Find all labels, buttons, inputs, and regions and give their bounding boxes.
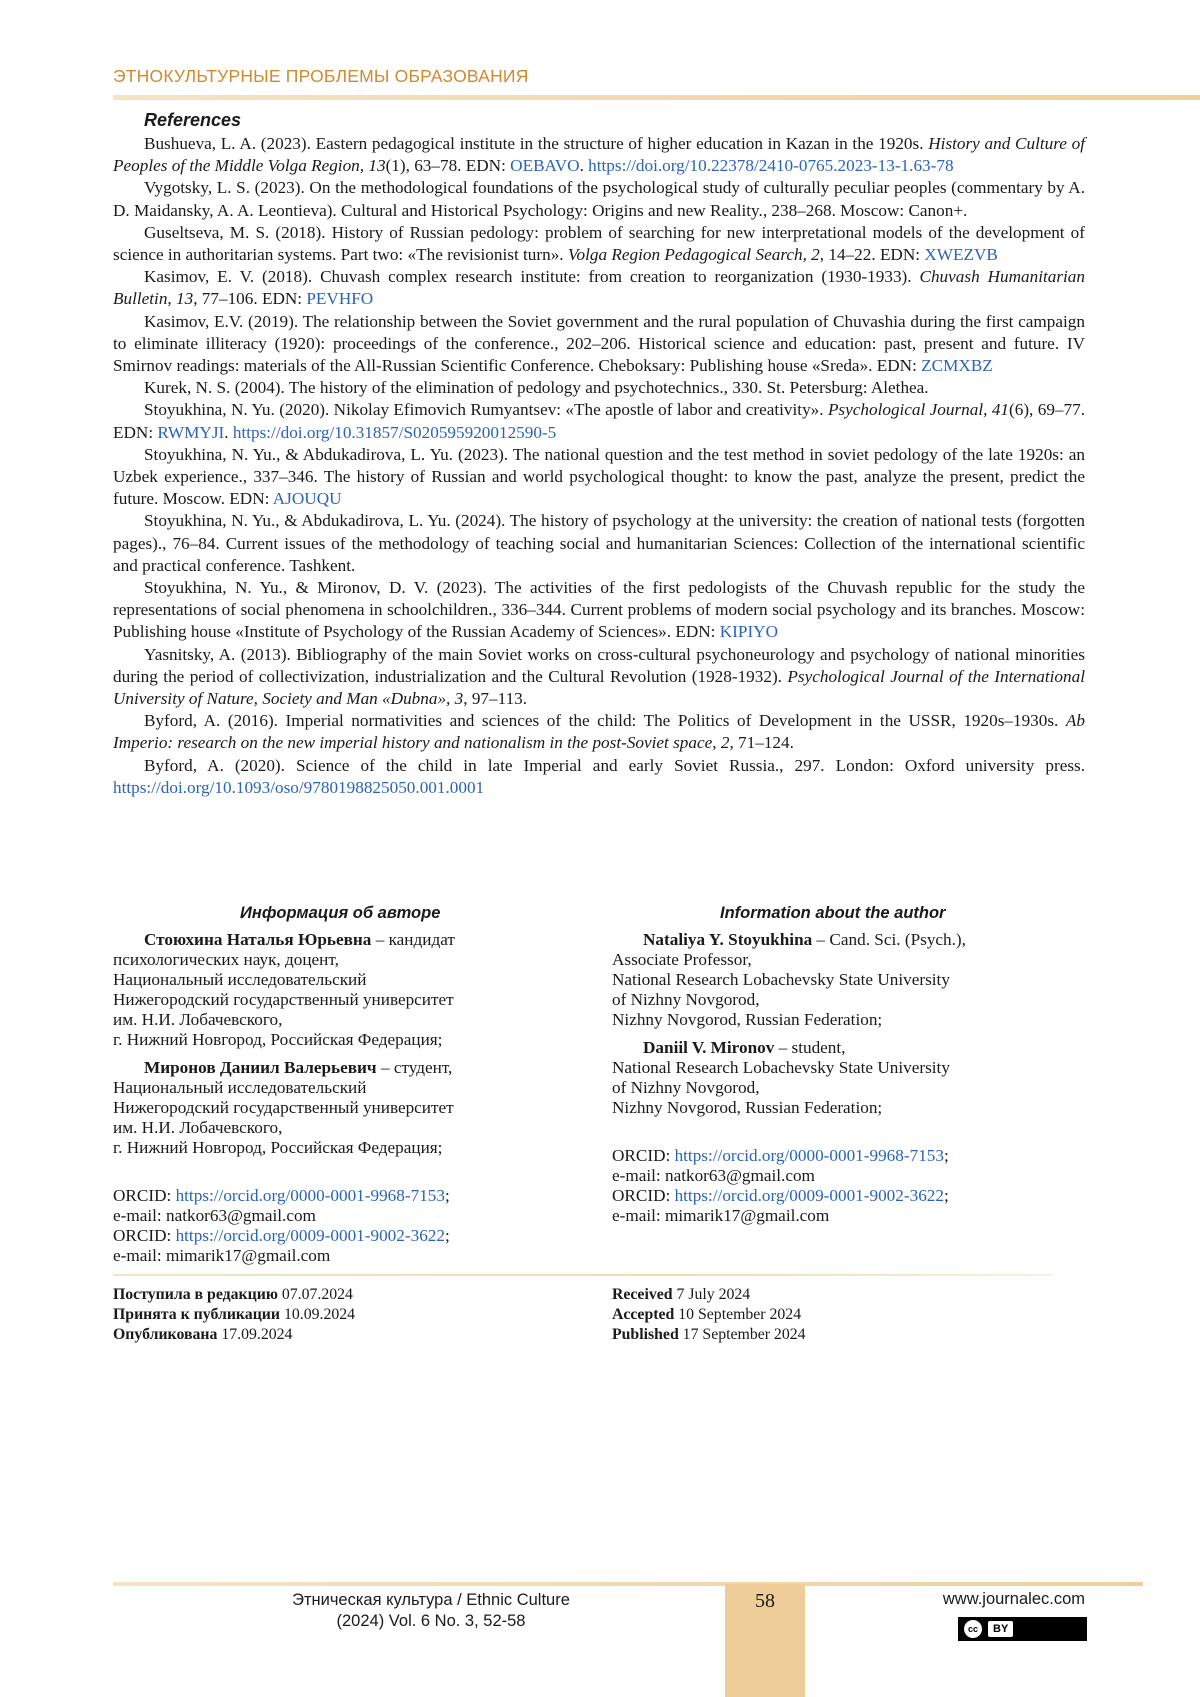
email-text[interactable]: e-mail: mimarik17@gmail.com (612, 1206, 830, 1225)
author-name: Daniil V. Mironov (643, 1038, 775, 1057)
header-rule (113, 95, 1200, 100)
edn-link[interactable]: RWMYJI (157, 422, 225, 442)
reference-text: Kasimov, E. V. (2018). Chuvash complex research institute: from creation to reorganization (1930-1933). (144, 267, 920, 287)
author-affiliation-line: Национальный исследовательский (113, 1078, 367, 1097)
reference-item (113, 177, 1085, 221)
reference-item (113, 444, 1085, 511)
orcid-link[interactable]: https://orcid.org/0009-0001-9002-3622 (674, 1186, 944, 1205)
edn-link[interactable]: ZCMXBZ (921, 356, 993, 376)
author-affiliation-line: of Nizhny Novgorod, (612, 990, 760, 1009)
edn-link[interactable]: OEBAVO (510, 156, 580, 176)
reference-pages: , 97–113. (463, 689, 528, 709)
doi-link[interactable]: https://doi.org/10.31857/S020595920012590-5 (232, 422, 557, 442)
reference-item (113, 377, 1085, 399)
email-text[interactable]: e-mail: mimarik17@gmail.com (113, 1246, 331, 1265)
author-info-ru (113, 930, 593, 1266)
journal-volume: (2024) Vol. 6 No. 3, 52-58 (336, 1612, 526, 1630)
doi-link[interactable]: https://doi.org/10.22378/2410-0765.2023-13-1.63-78 (588, 156, 954, 176)
reference-source: History and Culture of Peoples of the Middle Volga Region, 13 (113, 134, 1086, 176)
reference-pages: , 71–124. (729, 733, 794, 753)
date-label: Published (612, 1326, 679, 1343)
edn-link[interactable]: XWEZVB (924, 245, 998, 265)
author-affiliation-line: Нижегородский государственный университет (113, 1098, 454, 1117)
date-line (113, 1325, 355, 1345)
date-label: Accepted (612, 1306, 675, 1323)
author-title: – student, (774, 1038, 846, 1057)
orcid-label: ORCID: (612, 1146, 675, 1165)
author-affiliation-line: of Nizhny Novgorod, (612, 1078, 760, 1097)
orcid-line (113, 1226, 593, 1246)
journal-citation (276, 1590, 586, 1632)
dates-en (612, 1285, 806, 1345)
reference-pages: , 77–106. EDN: (193, 289, 307, 309)
author-affiliation-line: Nizhny Novgorod, Russian Federation; (612, 1010, 883, 1029)
date-label: Опубликована (113, 1326, 218, 1343)
date-value: 17 September 2024 (678, 1326, 806, 1343)
author-affiliation-line: им. Н.И. Лобачевского, (113, 1118, 283, 1137)
separator: ; (444, 1226, 450, 1245)
author-affiliation-line: Associate Professor, (612, 950, 752, 969)
email-text[interactable]: e-mail: natkor63@gmail.com (612, 1166, 815, 1185)
orcid-link[interactable]: https://orcid.org/0009-0001-9002-3622 (175, 1226, 445, 1245)
reference-source: Volga Region Pedagogical Search, 2 (567, 245, 820, 265)
reference-source: Ab Imperio: research on the new imperial history and nationalism in the post-Soviet space, 2 (113, 711, 1085, 753)
reference-text: Stoyukhina, N. Yu. (2020). Nikolay Efimovich Rumyantsev: «The apostle of labor and creativity». (144, 400, 828, 420)
edn-link[interactable]: AJOUQU (272, 489, 342, 509)
author-affiliation-line: психологических наук, доцент, (113, 950, 339, 969)
author-affiliation-line: National Research Lobachevsky State University (612, 1058, 950, 1077)
orcid-line (612, 1146, 1092, 1166)
reference-item (113, 266, 1085, 310)
reference-text: Stoyukhina, N. Yu., & Mironov, D. V. (2023). The activities of the first pedologists of the Chuvash republic for the study the representations of social phenomena in schoolchildren., 336–344. Current problems of modern social psychology and its branches. Moscow: Publishing house «Institute of Psychology of the Russian Academy of Sciences». EDN: (113, 578, 1085, 642)
author-title: – Cand. Sci. (Psych.), (812, 930, 966, 949)
date-line (113, 1305, 355, 1325)
reference-text: Kurek, N. S. (2004). The history of the elimination of pedology and psychotechnics., 330. St. Petersburg: Alethea. (144, 378, 929, 398)
author-name: Стоюхина Наталья Юрьевна (144, 930, 372, 949)
author-info-en (612, 930, 1092, 1226)
author-affiliation-line: National Research Lobachevsky State University (612, 970, 950, 989)
page-number: 58 (755, 1590, 775, 1612)
dates-ru (113, 1285, 355, 1345)
reference-item (113, 399, 1085, 443)
date-line (612, 1325, 806, 1345)
reference-pages: , 14–22. EDN: (819, 245, 925, 265)
reference-item (113, 710, 1085, 754)
reference-text: Vygotsky, L. S. (2023). On the methodological foundations of the psychological study of culturally peculiar peoples (commentary by A. D. Maidansky, A. A. Leontieva). Cultural and Historical Psychology: Origins and new Reality., 238–268. Moscow: Canon+. (113, 178, 1085, 220)
email-line (113, 1246, 593, 1266)
orcid-label: ORCID: (113, 1186, 176, 1205)
date-value: 17.09.2024 (217, 1326, 293, 1343)
orcid-label: ORCID: (113, 1226, 176, 1245)
reference-source: Psychological Journal of the International University of Nature, Society and Man «Dubna», 3 (113, 666, 1085, 709)
author-info-heading-ru: Информация об авторе (240, 904, 441, 922)
reference-item (113, 755, 1085, 799)
reference-separator: . (224, 422, 233, 442)
reference-text: Bushueva, L. A. (2023). Eastern pedagogical institute in the structure of higher education in Kazan in the 1920s. (144, 134, 929, 153)
date-label: Принята к публикации (113, 1306, 281, 1323)
date-label: Received (612, 1286, 673, 1303)
author-affiliation-line: Национальный исследовательский (113, 970, 367, 989)
author-name-line (612, 1038, 1092, 1058)
author-affiliation-line: им. Н.И. Лобачевского, (113, 1010, 283, 1029)
reference-separator: . (579, 156, 589, 176)
reference-text: Stoyukhina, N. Yu., & Abdukadirova, L. Yu. (2023). The national question and the test method in soviet pedology of the late 1920s: an Uzbek experience., 337–346. The history of Russian and world psychological thought: to know the past, analyze the present, predict the future. Moscow. EDN: (113, 444, 1085, 509)
author-name: Миронов Даниил Валерьевич (144, 1058, 377, 1077)
footer-rule (113, 1582, 1143, 1586)
reference-text: Stoyukhina, N. Yu., & Abdukadirova, L. Yu. (2024). The history of psychology at the university: the creation of national tests (forgotten pages)., 76–84. Current issues of the methodology of teaching social and humanitarian Sciences: Collection of the international scientific and practical conference. Tashkent. (113, 511, 1085, 575)
date-line (612, 1285, 806, 1305)
reference-text: Yasnitsky, A. (2013). Bibliography of the main Soviet works on cross-cultural psychoneurology and psychology of national minorities during the period of collectivization, industrialization and the Cultural Revolution (1928-1932). (113, 644, 1085, 686)
email-text[interactable]: e-mail: natkor63@gmail.com (113, 1206, 316, 1225)
journal-name: Этническая культура / Ethnic Culture (292, 1591, 570, 1609)
reference-item (113, 133, 1085, 177)
date-label: Поступила в редакцию (113, 1286, 278, 1303)
orcid-link[interactable]: https://orcid.org/0000-0001-9968-7153 (175, 1186, 445, 1205)
orcid-link[interactable]: https://orcid.org/0000-0001-9968-7153 (674, 1146, 944, 1165)
creative-commons-icon: cc (963, 1619, 983, 1639)
author-info-heading-en: Information about the author (720, 904, 946, 922)
email-line (612, 1206, 1092, 1226)
reference-item (113, 510, 1085, 577)
edn-link[interactable]: PEVHFO (306, 289, 374, 309)
author-name-line (113, 930, 593, 950)
separator: ; (943, 1186, 949, 1205)
email-line (612, 1166, 1092, 1186)
section-divider (113, 1274, 1053, 1276)
email-line (113, 1206, 593, 1226)
reference-pages: (6), 69–77. EDN: (113, 400, 1085, 442)
author-name: Nataliya Y. Stoyukhina (643, 930, 813, 949)
date-value: 10.09.2024 (280, 1306, 356, 1323)
reference-item (113, 222, 1085, 266)
references-title: References (144, 110, 242, 130)
author-name-line (612, 930, 1092, 950)
reference-text: Guseltseva, M. S. (2018). History of Russian pedology: problem of searching for new interpretational models of the development of science in authoritarian systems. Part two: «The revisionist turn». (113, 222, 1085, 265)
reference-item (113, 311, 1085, 378)
author-affiliation-line: г. Нижний Новгород, Российская Федерация; (113, 1138, 443, 1157)
reference-item (113, 644, 1085, 711)
references-list (113, 133, 1085, 799)
license-by-label: BY (988, 1621, 1013, 1637)
journal-website-link[interactable]: www.journalec.com (942, 1590, 1085, 1608)
author-affiliation-line: Nizhny Novgorod, Russian Federation; (612, 1098, 883, 1117)
edn-link[interactable]: KIPIYO (719, 622, 778, 642)
orcid-line (113, 1186, 593, 1206)
reference-text: Byford, A. (2020). Science of the child in late Imperial and early Soviet Russia., 297. London: Oxford university press. (144, 755, 1085, 775)
running-title: ЭТНОКУЛЬТУРНЫЕ ПРОБЛЕМЫ ОБРАЗОВАНИЯ (113, 66, 529, 86)
reference-source: Chuvash Humanitarian Bulletin, 13 (113, 267, 1085, 309)
author-affiliation-line: Нижегородский государственный университет (113, 990, 454, 1009)
author-title: – кандидат (371, 930, 455, 949)
reference-source: Psychological Journal, 41 (827, 400, 1010, 420)
date-value: 07.07.2024 (277, 1286, 353, 1303)
date-line (612, 1305, 806, 1325)
date-value: 7 July 2024 (672, 1286, 751, 1303)
reference-pages: (1), 63–78. EDN: (385, 156, 511, 176)
separator: ; (444, 1186, 450, 1205)
date-line (113, 1285, 355, 1305)
date-value: 10 September 2024 (674, 1306, 802, 1323)
orcid-label: ORCID: (612, 1186, 675, 1205)
separator: ; (943, 1146, 949, 1165)
author-title: – студент, (376, 1058, 453, 1077)
doi-link[interactable]: https://doi.org/10.1093/oso/9780198825050.001.0001 (113, 777, 485, 797)
author-affiliation-line: г. Нижний Новгород, Российская Федерация; (113, 1030, 443, 1049)
reference-text: Kasimov, E.V. (2019). The relationship between the Soviet government and the rural population of Chuvashia during the first campaign to eliminate illiteracy (1920): proceedings of the conference., 202–206. Historical science and education: past, present and future. IV Smirnov readings: materials of the All-Russian Scientific Conference. Cheboksary: Publishing house «Sreda». EDN: (113, 311, 1085, 376)
cc-by-license-badge[interactable] (958, 1617, 1087, 1641)
reference-item (113, 577, 1085, 644)
author-name-line (113, 1058, 593, 1078)
orcid-line (612, 1186, 1092, 1206)
reference-text: Byford, A. (2016). Imperial normativities and sciences of the child: The Politics of Development in the USSR, 1920s–1930s. (144, 711, 1066, 731)
